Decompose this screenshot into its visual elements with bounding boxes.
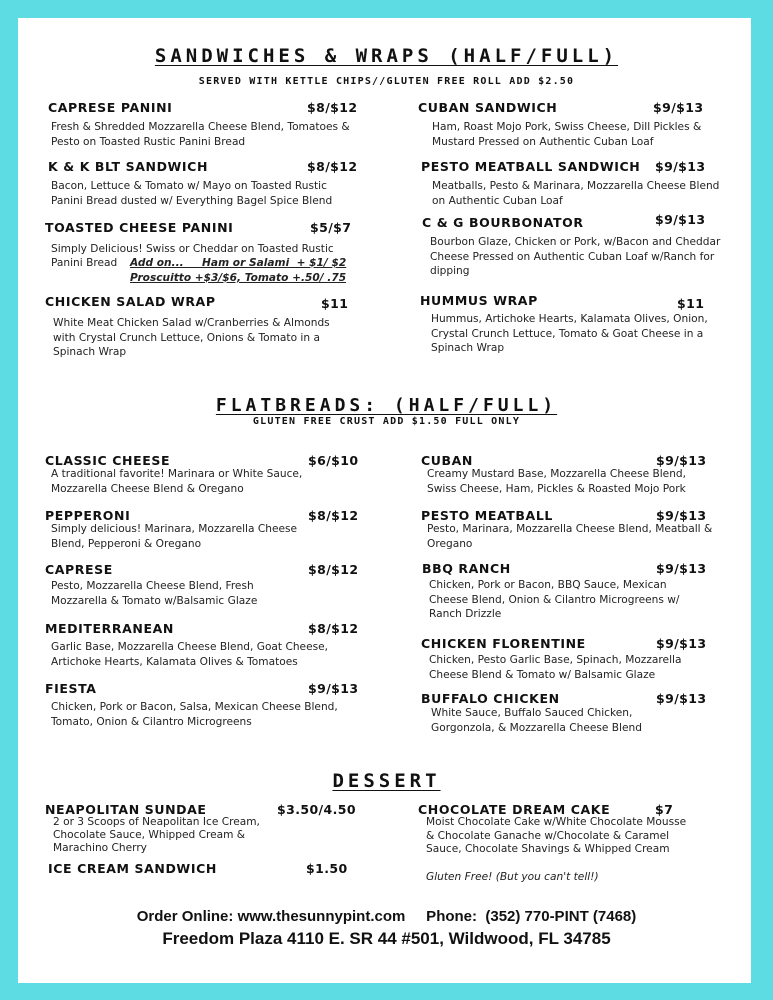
item-name: PEPPERONI — [45, 508, 131, 523]
item-price: $9/$13 — [655, 212, 706, 227]
item-price: $9/$13 — [656, 636, 707, 651]
item-name: C & G BOURBONATOR — [422, 215, 584, 230]
item-price: $9/$13 — [656, 508, 707, 523]
item-desc: Creamy Mustard Base, Mozzarella Cheese Blend, Swiss Cheese, Ham, Pickles & Roasted Mojo Pork — [427, 468, 687, 495]
item-name: BUFFALO CHICKEN — [421, 691, 560, 706]
item-name: CAPRESE — [45, 562, 113, 577]
item-price: $7 — [655, 802, 674, 817]
item-name: BBQ RANCH — [422, 561, 511, 576]
item-desc: White Sauce, Buffalo Sauced Chicken, Gorgonzola, & Mozzarella Cheese Blend — [431, 707, 642, 734]
item-name: HUMMUS WRAP — [420, 293, 538, 308]
item-name: ICE CREAM SANDWICH — [48, 861, 217, 876]
addon-line-2: Proscuitto +$3/$6, Tomato +.50/ .75 — [130, 272, 347, 284]
item-name: CAPRESE PANINI — [48, 100, 173, 115]
item-desc-prefix: Panini Bread — [51, 257, 124, 269]
item-name: CHICKEN FLORENTINE — [421, 636, 586, 651]
item-price: $8/$12 — [308, 621, 359, 636]
order-online-line: Order Online: www.thesunnypint.com Phone: (352) 770-PINT (7468) — [136, 908, 637, 925]
item-name: NEAPOLITAN SUNDAE — [45, 802, 207, 817]
item-desc: Chicken, Pork or Bacon, Salsa, Mexican Cheese Blend, Tomato, Onion & Cilantro Microgreens — [51, 701, 338, 728]
item-price: $5/$7 — [310, 220, 352, 235]
item-price: $11 — [321, 296, 349, 311]
item-desc: Fresh & Shredded Mozzarella Cheese Blend, Tomatoes & Pesto on Toasted Rustic Panini Bread — [51, 121, 350, 148]
section-title-flatbreads: FLATBREADS: (HALF/FULL) — [215, 395, 558, 416]
item-price: $8/$12 — [307, 159, 358, 174]
item-price: $3.50/4.50 — [277, 802, 356, 817]
item-desc: Chicken, Pork or Bacon, BBQ Sauce, Mexican Cheese Blend, Onion & Cilantro Microgreens w/ Ranch Drizzle — [429, 579, 680, 620]
item-name: FIESTA — [45, 681, 97, 696]
section-subtitle-flatbreads: GLUTEN FREE CRUST ADD $1.50 FULL ONLY — [252, 416, 521, 427]
item-name: CHOCOLATE DREAM CAKE — [418, 802, 611, 817]
item-desc: Garlic Base, Mozzarella Cheese Blend, Goat Cheese, Artichoke Hearts, Kalamata Olives & Tomatoes — [51, 641, 328, 668]
item-name: TOASTED CHEESE PANINI — [45, 220, 234, 235]
item-name: CUBAN — [421, 453, 473, 468]
item-desc: Pesto, Marinara, Mozzarella Cheese Blend, Meatball & Oregano — [427, 523, 713, 550]
item-price: $9/$13 — [308, 681, 359, 696]
item-desc: A traditional favorite! Marinara or White Sauce, Mozzarella Cheese Blend & Oregano — [51, 468, 303, 495]
item-name: MEDITERRANEAN — [45, 621, 174, 636]
item-price: $11 — [677, 296, 705, 311]
section-subtitle-sandwiches: SERVED WITH KETTLE CHIPS//GLUTEN FREE ROLL ADD $2.50 — [198, 76, 575, 87]
item-desc: Ham, Roast Mojo Pork, Swiss Cheese, Dill Pickles & Mustard Pressed on Authentic Cuban Loaf — [432, 121, 702, 148]
item-name: K & K BLT SANDWICH — [48, 159, 209, 174]
item-price: $9/$13 — [653, 100, 704, 115]
item-desc: 2 or 3 Scoops of Neapolitan Ice Cream, Chocolate Sauce, Whipped Cream & Marachino Cherry — [53, 816, 260, 854]
section-title-dessert: DESSERT — [332, 770, 441, 792]
item-price: $9/$13 — [656, 691, 707, 706]
item-name: CHICKEN SALAD WRAP — [45, 294, 216, 309]
item-desc: Chicken, Pesto Garlic Base, Spinach, Mozzarella Cheese Blend & Tomato w/ Balsamic Glaze — [429, 654, 682, 681]
item-desc: White Meat Chicken Salad w/Cranberries & Almonds with Crystal Crunch Lettuce, Onions & Tomato in a Spinach Wrap — [53, 317, 330, 358]
item-price: $8/$12 — [308, 508, 359, 523]
item-desc: Moist Chocolate Cake w/White Chocolate Mousse & Chocolate Ganache w/Chocolate & Caramel Sauce, Chocolate Shavings & Whipped Cream — [426, 816, 687, 855]
item-price: $1.50 — [306, 861, 348, 876]
item-name: CLASSIC CHEESE — [45, 453, 171, 468]
item-price: $8/$12 — [308, 562, 359, 577]
item-desc: Simply delicious! Marinara, Mozzarella Cheese Blend, Pepperoni & Oregano — [51, 523, 298, 550]
item-name: PESTO MEATBALL SANDWICH — [421, 159, 641, 174]
item-desc: Meatballs, Pesto & Marinara, Mozzarella Cheese Blend on Authentic Cuban Loaf — [432, 180, 720, 207]
item-price: $9/$13 — [655, 159, 706, 174]
item-desc: Bacon, Lettuce & Tomato w/ Mayo on Toasted Rustic Panini Bread dusted w/ Everything Bagel Spice Blend — [51, 180, 333, 207]
item-name: CUBAN SANDWICH — [418, 100, 558, 115]
item-desc: Simply Delicious! Swiss or Cheddar on Toasted Rustic — [51, 243, 334, 255]
addon-line-1: Add on... Ham or Salami + $1/ $2 — [130, 257, 347, 269]
item-price: $6/$10 — [308, 453, 359, 468]
section-title-sandwiches: SANDWICHES & WRAPS (HALF/FULL) — [154, 45, 619, 67]
item-desc: Bourbon Glaze, Chicken or Pork, w/Bacon and Cheddar Cheese Pressed on Authentic Cuban Loaf w/Ranch for dipping — [430, 236, 721, 277]
item-price: $9/$13 — [656, 453, 707, 468]
item-desc: Hummus, Artichoke Hearts, Kalamata Olives, Onion, Crystal Crunch Lettuce, Tomato & Goat Cheese in a Spinach Wrap — [431, 313, 708, 354]
item-price: $9/$13 — [656, 561, 707, 576]
item-price: $8/$12 — [307, 100, 358, 115]
address-line: Freedom Plaza 4110 E. SR 44 #501, Wildwood, FL 34785 — [162, 929, 611, 948]
item-desc: Pesto, Mozzarella Cheese Blend, Fresh Mozzarella & Tomato w/Balsamic Glaze — [51, 580, 258, 607]
item-name: PESTO MEATBALL — [421, 508, 553, 523]
gluten-free-note: Gluten Free! (But you can't tell!) — [426, 871, 599, 883]
